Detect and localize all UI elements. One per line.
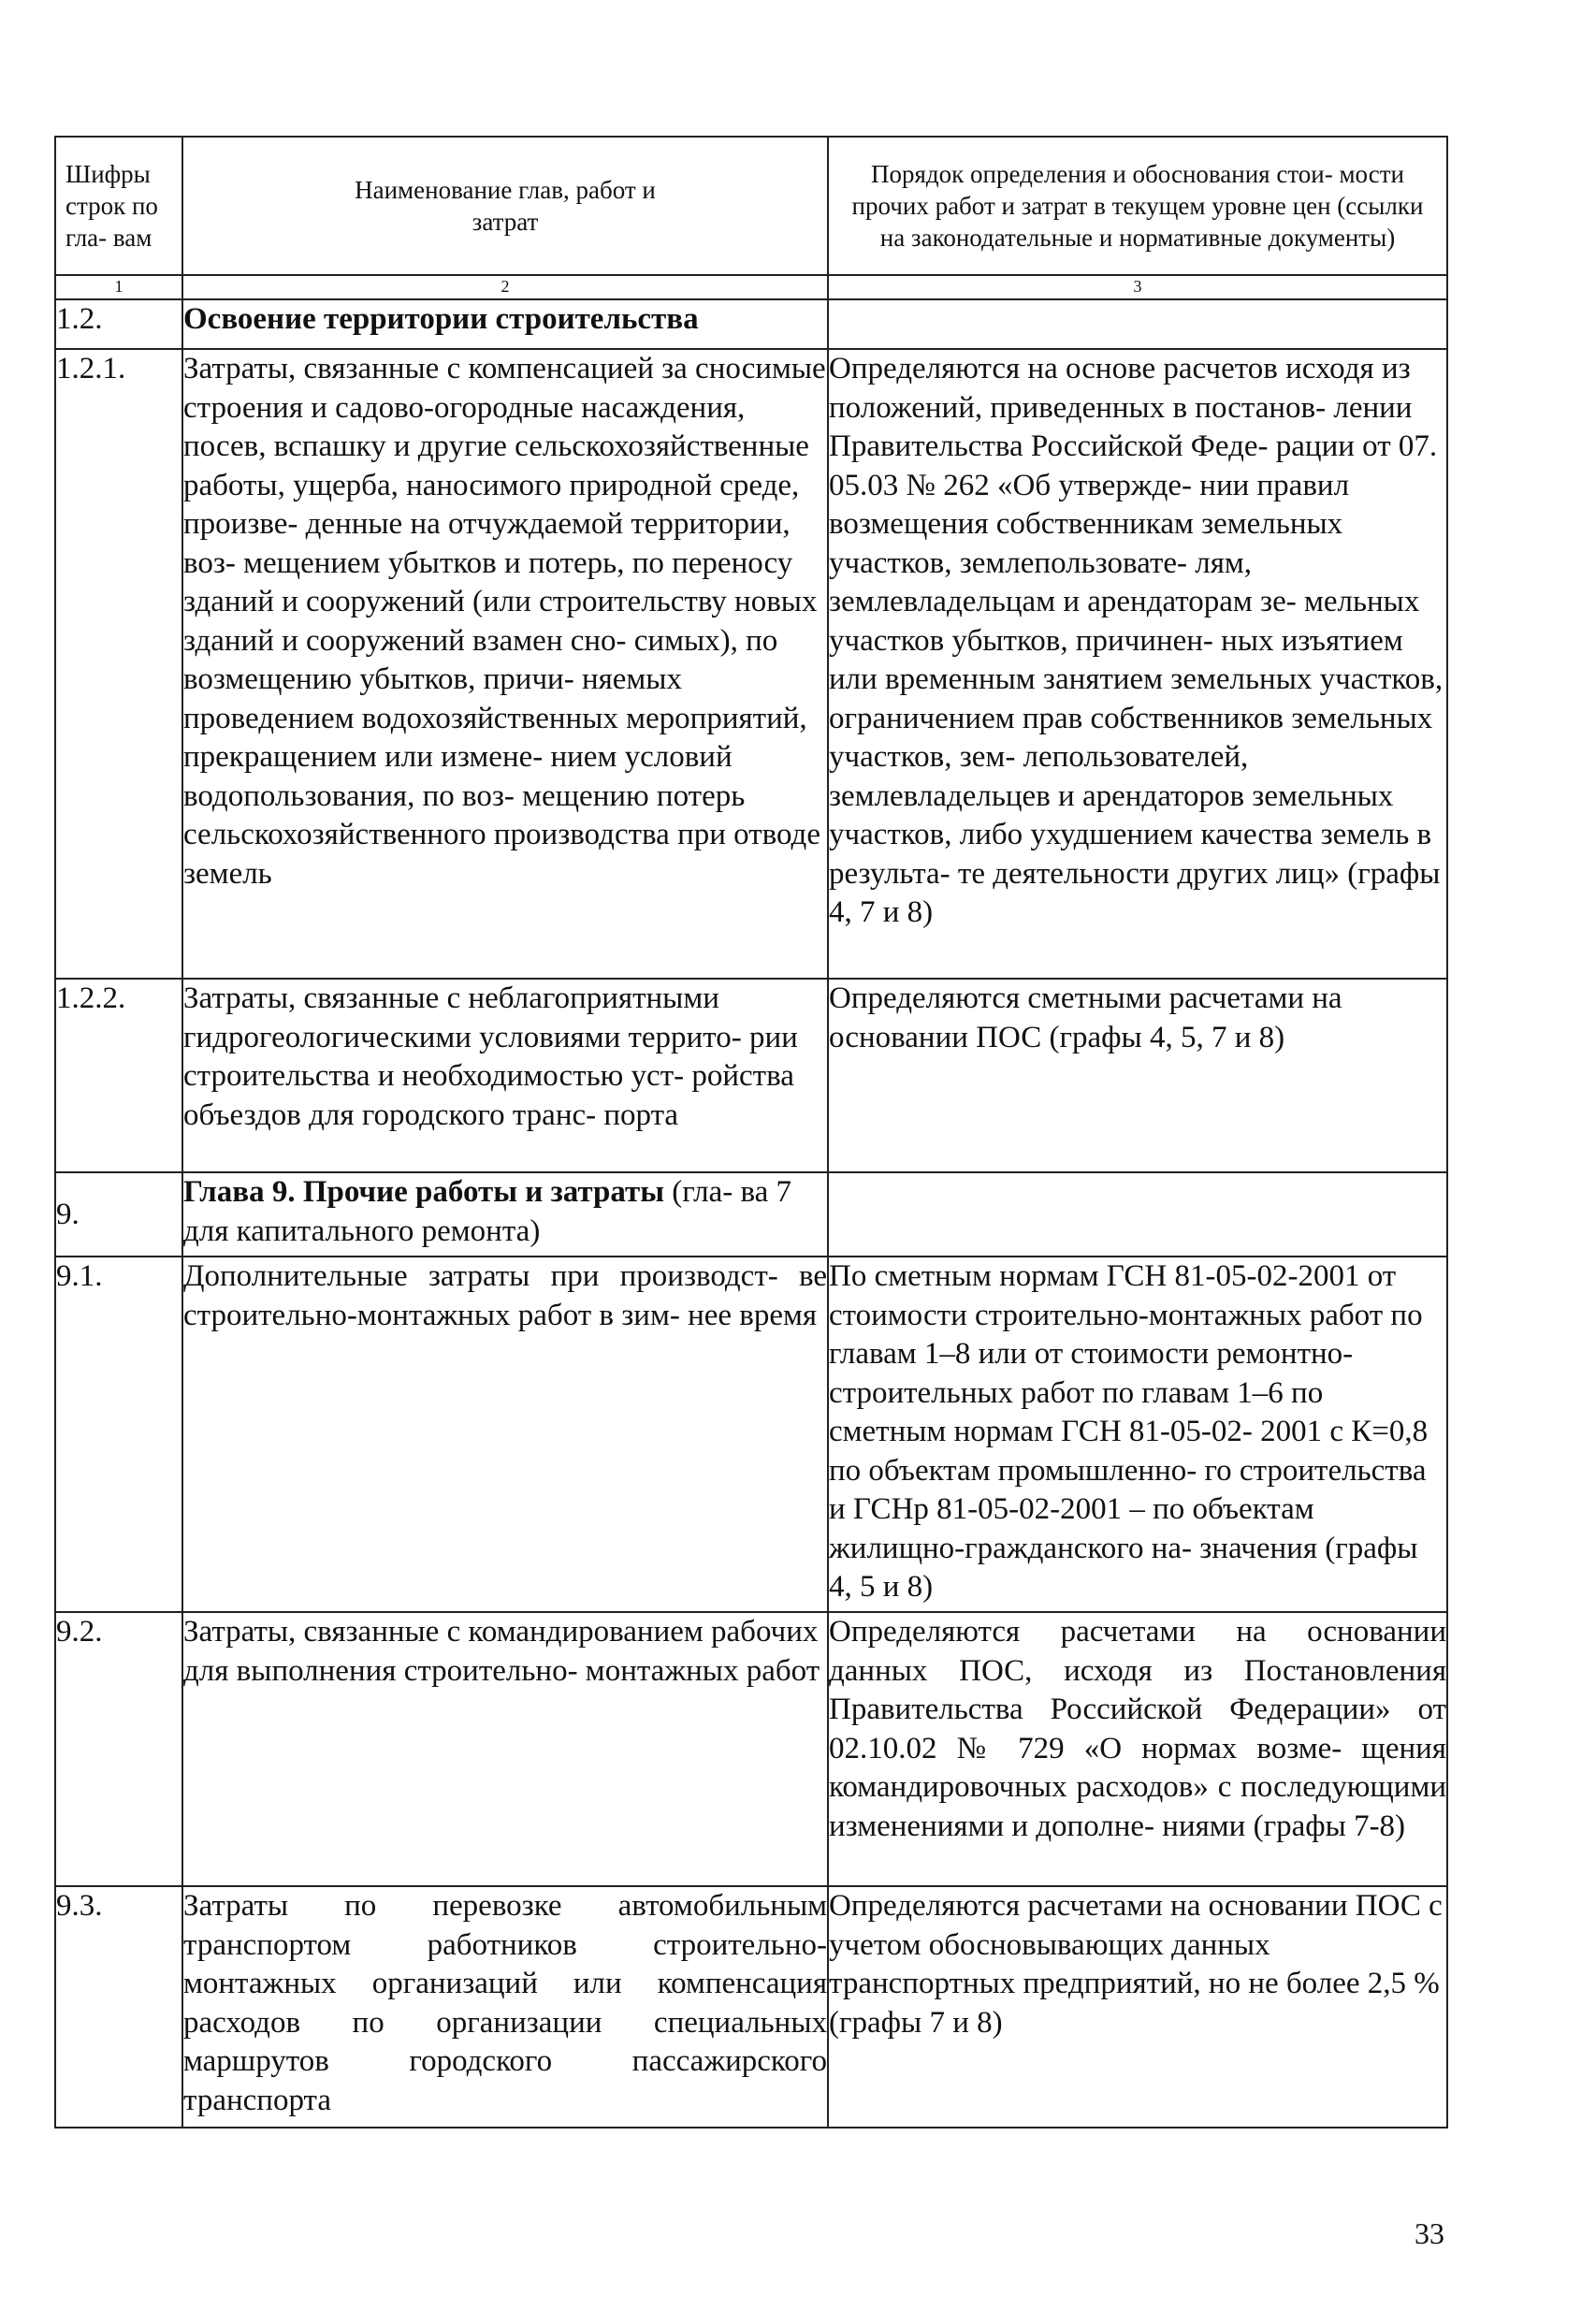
page-number: 33 bbox=[1415, 2216, 1444, 2250]
row-description: По сметным нормам ГСН 81-05-02-2001 от стоимости строительно-монтажных работ по главам 1–8 или от стоимости ремонтно-строительных работ по главам 1–6 по сметным нормам ГСН 81-05-02- 2001 с К=0,8 по объектам промышленно- го строительства и ГСНр 81-05-02-2001 – по объектам жилищно-гражданского на- значения (графы 4, 5 и 8) bbox=[828, 1257, 1447, 1612]
header-names: Наименование глав, работ и затрат bbox=[182, 137, 828, 275]
row-name: Освоение территории строительства bbox=[182, 299, 828, 349]
column-number-row bbox=[55, 275, 1447, 299]
row-name bbox=[182, 1172, 828, 1257]
row-code: 9.3. bbox=[55, 1886, 182, 2128]
row-description: Определяются сметными расчетами на основании ПОС (графы 4, 5, 7 и 8) bbox=[828, 979, 1447, 1172]
row-code: 1.2. bbox=[55, 299, 182, 349]
row-code: 9.1. bbox=[55, 1257, 182, 1612]
row-description: Определяются расчетами на основании данных ПОС, исходя из Постановления Правительства Российской Федерации» от 02.10.02 № 729 «О нормах возме- щения командировочных расходов» с последующими изменениями и дополне- ниями (графы 7-8) bbox=[828, 1612, 1447, 1886]
row-code: 1.2.2. bbox=[55, 979, 182, 1172]
header-codes: Шифры строк по гла- вам bbox=[55, 137, 182, 275]
row-name: Затраты, связанные с неблагоприятными гидрогеологическими условиями террито- рии строительства и необходимостью уст- ройства объездов для городского транс- порта bbox=[182, 979, 828, 1172]
table-row bbox=[55, 1172, 1447, 1257]
row-description bbox=[828, 1172, 1447, 1257]
row-code: 1.2.1. bbox=[55, 349, 182, 979]
column-number: 1 bbox=[55, 275, 182, 299]
table-row bbox=[55, 1886, 1447, 2128]
row-code: 9. bbox=[55, 1172, 182, 1257]
row-code: 9.2. bbox=[55, 1612, 182, 1886]
table-row bbox=[55, 349, 1447, 979]
row-description bbox=[828, 299, 1447, 349]
column-number: 3 bbox=[828, 275, 1447, 299]
table-row bbox=[55, 979, 1447, 1172]
table-row bbox=[55, 1612, 1447, 1886]
row-name: Дополнительные затраты при производст- ве строительно-монтажных работ в зим- нее время bbox=[182, 1257, 828, 1612]
table-row bbox=[55, 299, 1447, 349]
cost-table bbox=[54, 136, 1448, 2128]
table-header-row bbox=[55, 137, 1447, 275]
column-number: 2 bbox=[182, 275, 828, 299]
table-row bbox=[55, 1257, 1447, 1612]
chapter-note: (гла- ва 7 для капитального ремонта) bbox=[183, 1175, 792, 1248]
header-procedure: Порядок определения и обоснования стои- мости прочих работ и затрат в текущем уровне цен (ссылки на законодательные и нормативные документы) bbox=[828, 137, 1447, 275]
row-name: Затраты, связанные с компенсацией за сносимые строения и садово-огородные насаждения, посев, вспашку и другие сельскохозяйственные работы, ущерба, наносимого природной среде, произве- денные на отчуждаемой территории, воз- мещением убытков и потерь, по переносу зданий и сооружений (или строительству новых зданий и сооружений взамен сно- симых), по возмещению убытков, причи- няемых проведением водохозяйственных мероприятий, прекращением или измене- нием условий водопользования, по воз- мещению потерь сельскохозяйственного производства при отводе земель bbox=[182, 349, 828, 979]
row-description: Определяются расчетами на основании ПОС с учетом обосновывающих данных транспортных предприятий, но не более 2,5 % (графы 7 и 8) bbox=[828, 1886, 1447, 2128]
row-name: Затраты, связанные с командированием рабочих для выполнения строительно- монтажных работ bbox=[182, 1612, 828, 1886]
row-description: Определяются на основе расчетов исходя из положений, приведенных в постанов- лении Правительства Российской Феде- рации от 07. 05.03 № 262 «Об утвержде- нии правил возмещения собственникам земельных участков, землепользовате- лям, землевладельцам и арендаторам зе- мельных участков убытков, причинен- ных изъятием или временным занятием земельных участков, ограничением прав собственников земельных участков, зем- лепользователей, землевладельцев и арендаторов земельных участков, либо ухудшением качества земель в результа- те деятельности других лиц» (графы 4, 7 и 8) bbox=[828, 349, 1447, 979]
chapter-title: Глава 9. Прочие работы и затраты bbox=[183, 1175, 665, 1209]
row-name: Затраты по перевозке автомобильным транспортом работников строительно- монтажных организаций или компенсация расходов по организации специальных маршрутов городского пассажирского транспорта bbox=[182, 1886, 828, 2128]
